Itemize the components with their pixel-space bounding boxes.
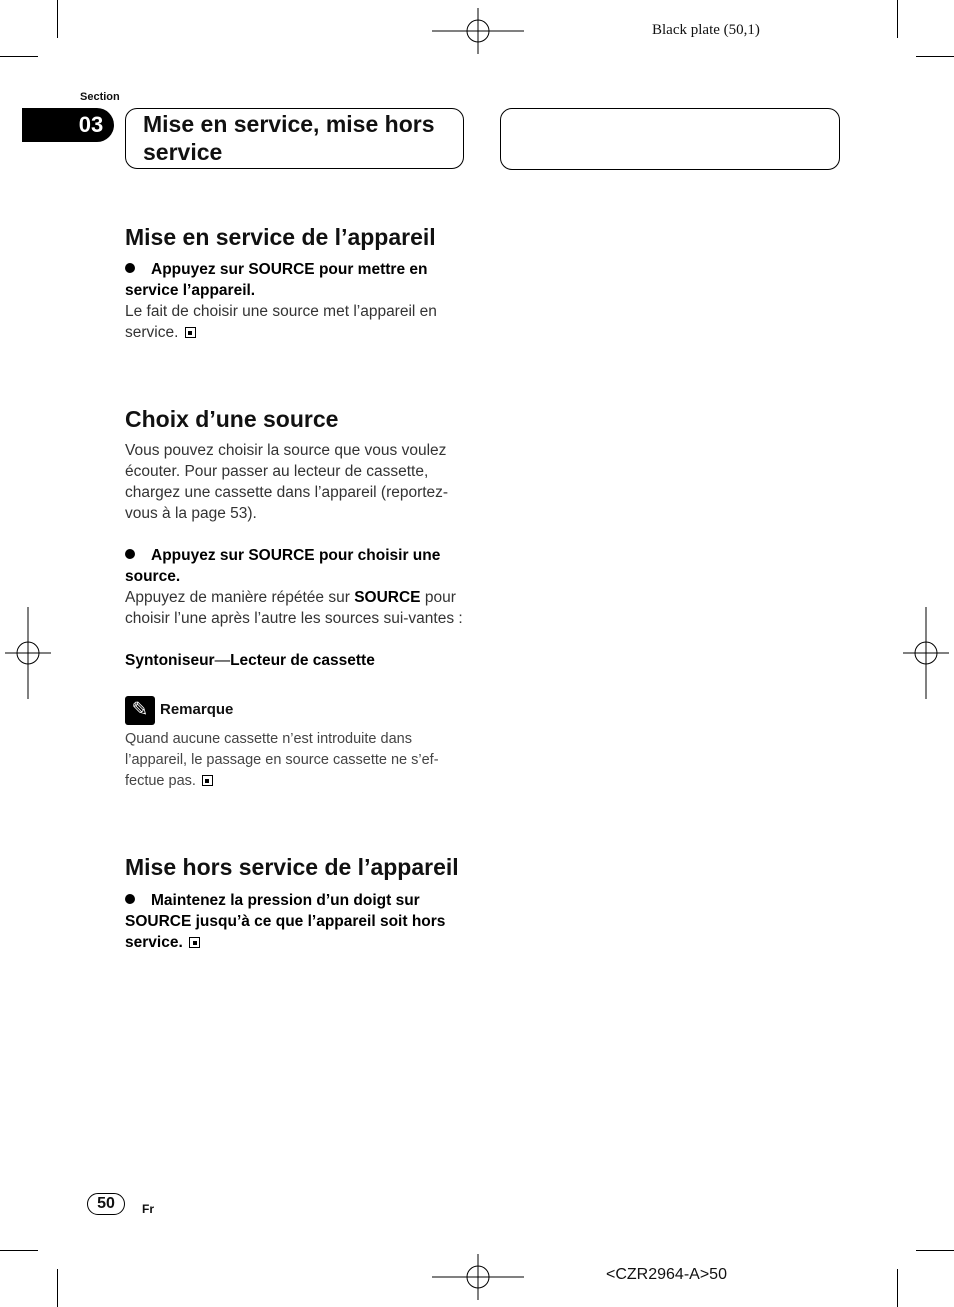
- crop-mark: [897, 0, 898, 38]
- instruction-choose-source: Appuyez sur SOURCE pour choisir une source.: [125, 547, 441, 585]
- crop-mark: [916, 56, 954, 57]
- source-sequence: Syntoniseur—Lecteur de cassette: [125, 652, 375, 669]
- crop-mark: [897, 1269, 898, 1307]
- pencil-note-icon: ✎: [125, 696, 155, 725]
- heading-power-off: Mise hors service de l’appareil: [125, 854, 459, 880]
- crosshair-registration-mark: [432, 8, 524, 54]
- crop-mark: [0, 1250, 38, 1251]
- crosshair-registration-mark: [432, 1254, 524, 1300]
- stop-square-icon: [189, 937, 200, 948]
- heading-power-on: Mise en service de l’appareil: [125, 224, 436, 250]
- page-number: 50: [87, 1193, 125, 1215]
- document-code: <CZR2964-A>50: [606, 1266, 727, 1283]
- heading-choose-source: Choix d’une source: [125, 406, 339, 432]
- instruction-power-on: Appuyez sur SOURCE pour mettre en service l’appareil.: [125, 261, 428, 299]
- section-label: Section: [80, 91, 120, 103]
- crop-mark: [0, 56, 38, 57]
- bullet-dot-icon: [125, 894, 135, 904]
- header-empty-box: [500, 108, 840, 170]
- intro-choose-source: Vous pouvez choisir la source que vous voulez écouter. Pour passer au lecteur de cassette, chargez une cassette dans l’appareil (reportez-vous à la page 53).: [125, 442, 449, 522]
- plate-label: Black plate (50,1): [652, 22, 760, 38]
- note-label: Remarque: [160, 701, 234, 718]
- body-power-on: Le fait de choisir une source met l’appareil en service.: [125, 303, 437, 341]
- chapter-title: Mise en service, mise hors service: [125, 108, 464, 169]
- stop-square-icon: [202, 775, 213, 786]
- crop-mark: [57, 1269, 58, 1307]
- instruction-power-off: Maintenez la pression d’un doigt sur SOURCE jusqu’à ce que l’appareil soit hors service.: [125, 892, 446, 951]
- bullet-dot-icon: [125, 549, 135, 559]
- crosshair-registration-mark: [5, 607, 51, 699]
- body-choose-source: Appuyez de manière répétée sur SOURCE pour choisir l’une après l’autre les sources sui-vantes :: [125, 589, 463, 627]
- note-text: Quand aucune cassette n’est introduite dans l’appareil, le passage en source cassette ne s’ef-fectue pas.: [125, 731, 439, 789]
- language-code: Fr: [142, 1202, 154, 1216]
- bullet-dot-icon: [125, 263, 135, 273]
- crosshair-registration-mark: [903, 607, 949, 699]
- crop-mark: [916, 1250, 954, 1251]
- stop-square-icon: [185, 327, 196, 338]
- section-number: 03: [78, 112, 104, 137]
- crop-mark: [57, 0, 58, 38]
